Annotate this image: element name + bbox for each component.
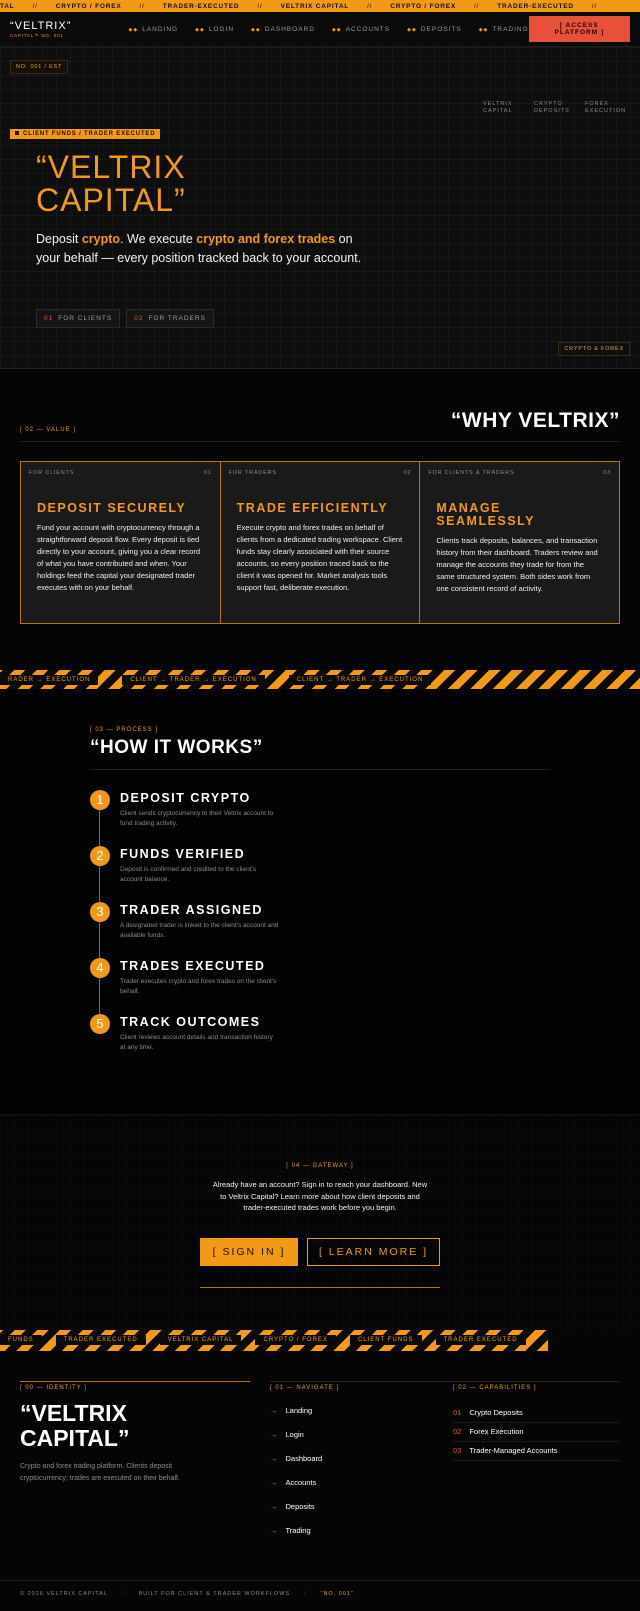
nav-marker-icon: ◆◆ (331, 26, 342, 33)
square-bullet-icon (15, 131, 19, 135)
why-header (20, 409, 620, 442)
footer-link-landing[interactable]: → Landing (270, 1405, 313, 1415)
step-title: FUNDS VERIFIED (120, 847, 246, 861)
divider (90, 769, 550, 770)
gateway-kicker: [ 04 — GATEWAY ] (286, 1163, 354, 1169)
nav-link-login[interactable]: ◆◆ LOGIN (195, 25, 235, 33)
gateway-buttons (0, 1238, 640, 1266)
hero-section (0, 47, 640, 369)
hero-tag: NO. 001 / EST (10, 60, 68, 74)
card-number: 03 (603, 470, 612, 476)
why-title: “WHY VELTRIX” (450, 409, 620, 432)
ticker-item: VELTRIX CAPITAL (280, 2, 350, 10)
separator: / (304, 1590, 307, 1597)
step-text: A designated trader is linked to the client's account and available funds. (120, 922, 279, 939)
why-kicker: [ 02 — VALUE ] (20, 427, 76, 433)
nav-marker-icon: ◆◆ (251, 26, 261, 33)
card-audience: FOR CLIENTS & TRADERS (428, 470, 515, 476)
for-clients-button[interactable]: 01 FOR CLIENTS (36, 309, 120, 328)
brand-subtitle: CAPITAL™ NO. 001 (10, 33, 64, 38)
card-audience: FOR CLIENTS (29, 470, 75, 476)
capability-item: 03 Trader-Managed Accounts (453, 1442, 620, 1461)
value-card (420, 462, 619, 623)
hero-meta-item: VELTRIX CAPITAL (483, 101, 513, 114)
how-section (0, 689, 640, 1114)
hazard-label: TRADER EXECUTED (56, 1335, 146, 1345)
nav-link-dashboard[interactable]: ◆◆ DASHBOARD (251, 25, 315, 33)
top-ticker: TAL // CRYPTO / FOREX // TRADER-EXECUTED // VELTRIX CAPITAL // CRYPTO / FOREX // TRADER-EXECUTED // (0, 0, 640, 12)
footer-bottom-bar (0, 1580, 640, 1611)
step-title: TRACK OUTCOMES (120, 1015, 261, 1029)
hero-title: “VELTRIX CAPITAL” (36, 149, 186, 218)
footer-description: Crypto and forex trading platform. Clients deposit cryptocurrency; trades are executed on their behalf. (20, 1462, 180, 1482)
nav-link-accounts[interactable]: ◆◆ ACCOUNTS (331, 25, 391, 33)
hero-corner-badge: CRYPTO & FOREX (558, 342, 630, 356)
nav-link-trading[interactable]: ◆◆ TRADING (478, 25, 529, 33)
hero-meta (483, 101, 627, 114)
hazard-label: CRYPTO / FOREX (255, 1335, 335, 1345)
card-number: 01 (203, 470, 212, 476)
footer (0, 1351, 640, 1550)
footer-kicker: [ 01 — NAVIGATE ] (270, 1384, 340, 1391)
footer-link-accounts[interactable]: → Accounts (270, 1477, 317, 1487)
ticker-item: TAL (0, 2, 15, 10)
ticker-item: CRYPTO / FOREX (390, 2, 457, 10)
process-step (90, 1014, 550, 1070)
footer-link-trading[interactable]: → Trading (270, 1525, 311, 1535)
card-title: TRADE EFFICIENTLY (236, 501, 389, 515)
footer-brand: “VELTRIX CAPITAL” (20, 1399, 130, 1451)
hazard-label: CLIENT → TRADER → EXECUTION (289, 675, 431, 685)
step-title: TRADES EXECUTED (120, 959, 266, 973)
value-cards (20, 461, 620, 624)
process-step (90, 902, 550, 958)
ticker-item: TRADER-EXECUTED (162, 2, 240, 10)
nav-marker-icon: ◆◆ (128, 26, 139, 33)
why-section (0, 369, 640, 670)
hero-meta-item: CRYPTO DEPOSITS (534, 101, 570, 114)
brand-logo[interactable] (10, 20, 111, 38)
hero-kicker: CLIENT FUNDS / TRADER EXECUTED (10, 129, 160, 139)
copyright: © 2026 VELTRIX CAPITAL (20, 1590, 108, 1597)
process-steps (90, 790, 550, 1070)
footer-capabilities (453, 1381, 620, 1550)
nav-link-deposits[interactable]: ◆◆ DEPOSITS (407, 25, 462, 33)
arrow-right-icon: → (270, 1525, 278, 1535)
edition-number: “NO. 001” (320, 1590, 354, 1597)
nav-marker-icon: ◆◆ (478, 26, 489, 33)
ticker-item: TRADER-EXECUTED (497, 2, 574, 10)
learn-more-button[interactable]: [ LEARN MORE ] (307, 1238, 440, 1266)
for-traders-button[interactable]: 02 FOR TRADERS (126, 309, 214, 328)
process-step (90, 958, 550, 1014)
hazard-label: FUNDS (0, 1335, 42, 1345)
value-card (221, 462, 421, 623)
step-text: Trader executes crypto and forex trades on the client's behalf. (120, 978, 277, 995)
how-kicker: [ 03 — PROCESS ] (90, 727, 159, 733)
sign-in-button[interactable]: [ SIGN IN ] (200, 1238, 298, 1266)
step-number: 3 (90, 902, 110, 922)
step-number: 1 (90, 790, 110, 810)
hazard-label: TRADER EXECUTED (436, 1335, 526, 1345)
nav-link-landing[interactable]: ◆◆ LANDING (128, 25, 179, 33)
arrow-right-icon: → (270, 1405, 278, 1415)
nav-marker-icon: ◆◆ (195, 26, 205, 33)
card-audience: FOR TRADERS (228, 470, 277, 476)
capability-item: 01 Crypto Deposits (453, 1404, 620, 1423)
nav-marker-icon: ◆◆ (407, 26, 417, 33)
process-step (90, 790, 550, 846)
hazard-strip (0, 1330, 548, 1351)
step-text: Client sends cryptocurrency to their Veltrix account to fund trading activity. (120, 810, 274, 827)
card-text: Fund your account with cryptocurrency through a straightforward deposit flow. Every deposit is tied directly to your account, giving you a clear record of what you have contributed and when. Your holdings feed the capital your designated trader executes with on your behalf. (37, 523, 200, 592)
footer-navigate (270, 1381, 453, 1550)
gateway-text: Already have an account? Sign in to reach your dashboard. New to Veltrix Capital? Learn more about how client deposits and trader-executed trades work before you begin. (212, 1180, 428, 1212)
separator: / (121, 1590, 125, 1597)
process-step (90, 846, 550, 902)
hazard-label: RADER → EXECUTION (0, 675, 98, 685)
card-title: MANAGE SEAMLESSLY (436, 501, 535, 528)
arrow-right-icon: → (270, 1429, 278, 1439)
step-number: 5 (90, 1014, 110, 1034)
step-text: Deposit is confirmed and credited to the client's account balance. (120, 866, 257, 883)
ticker-item: CRYPTO / FOREX (55, 2, 122, 10)
nav-links (129, 26, 529, 33)
capability-item: 02 Forex Execution (453, 1423, 620, 1442)
arrow-right-icon: → (270, 1501, 278, 1511)
value-card (21, 462, 221, 623)
access-platform-button[interactable]: [ ACCESS PLATFORM ] (529, 16, 630, 42)
hero-lead: Deposit crypto. We execute crypto and forex trades on your behalf — every position tracked back to your account. (36, 232, 362, 265)
footer-link-deposits[interactable]: → Deposits (270, 1501, 315, 1511)
how-title: “HOW IT WORKS” (90, 737, 263, 758)
step-number: 4 (90, 958, 110, 978)
hazard-strip (0, 670, 640, 689)
card-title: DEPOSIT SECURELY (37, 501, 187, 515)
arrow-right-icon: → (270, 1477, 278, 1487)
hazard-label: CLIENT → TRADER → EXECUTION (122, 675, 264, 685)
hazard-label: VELTRIX CAPITAL (160, 1335, 242, 1345)
top-nav (0, 12, 640, 47)
footer-link-login[interactable]: → Login (270, 1429, 304, 1439)
footer-kicker: [ 00 — IDENTITY ] (20, 1381, 250, 1397)
arrow-right-icon: → (270, 1453, 278, 1463)
gateway-section (0, 1114, 640, 1330)
step-title: DEPOSIT CRYPTO (120, 791, 251, 805)
footer-identity (20, 1381, 250, 1550)
divider (200, 1287, 440, 1288)
footer-link-dashboard[interactable]: → Dashboard (270, 1453, 323, 1463)
card-text: Clients track deposits, balances, and transaction history from their dashboard. Traders review and manage the accounts they trade for from the same structured system. Both sides work from one consistent record of activity. (436, 536, 598, 593)
hero-pills (36, 309, 214, 328)
step-number: 2 (90, 846, 110, 866)
card-number: 02 (403, 470, 412, 476)
brand-name: “VELTRIX” (10, 20, 72, 32)
card-text: Execute crypto and forex trades on behalf of clients from a dedicated trading workspace. Client funds stay clearly associated with their source accounts, so every position traced back to the client it was opened for. Market analysis tools support fast, deliberate execution. (236, 523, 403, 592)
hazard-label: CLIENT FUNDS (350, 1335, 422, 1345)
built-for: BUILT FOR CLIENT & TRADER WORKFLOWS (138, 1590, 291, 1597)
footer-kicker: [ 02 — CAPABILITIES ] (453, 1384, 537, 1391)
step-text: Client reviews account details and transaction history at any time. (120, 1034, 273, 1051)
hero-meta-item: FOREX EXECUTION (585, 101, 627, 114)
step-title: TRADER ASSIGNED (120, 903, 263, 917)
